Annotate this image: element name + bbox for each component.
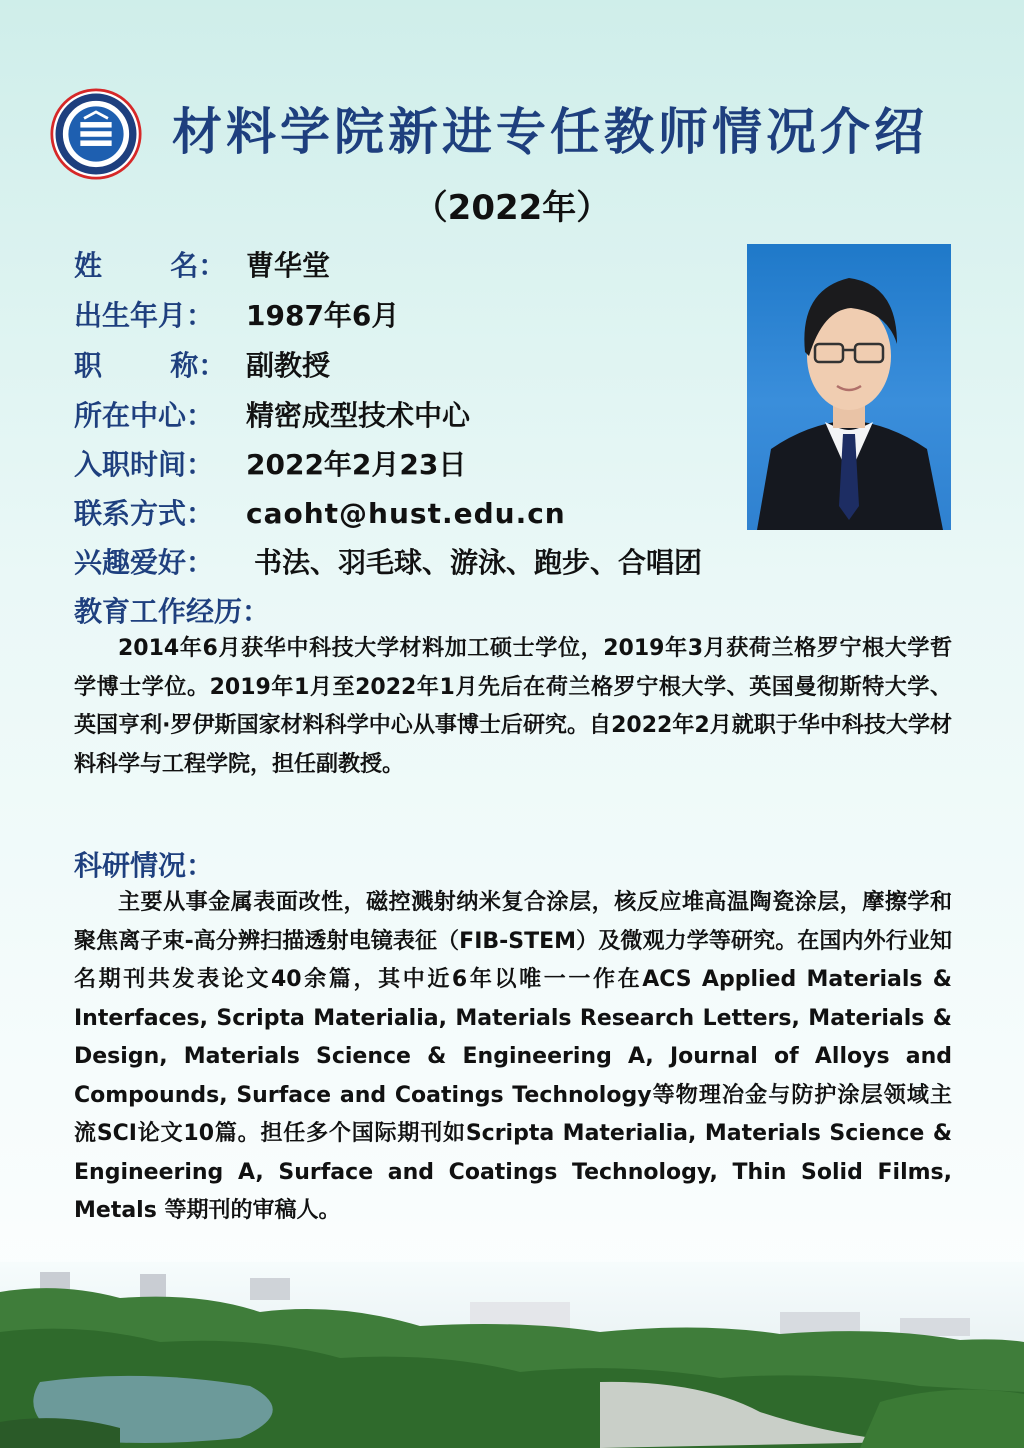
hobby-label: 兴趣爱好： xyxy=(74,546,215,579)
name-label: 姓 名： xyxy=(74,249,227,282)
name-value: 曹华堂 xyxy=(246,249,331,282)
campus-panorama xyxy=(0,1262,1024,1448)
page-title: 材料学院新进专任教师情况介绍 xyxy=(172,103,928,161)
hobby-value: 书法、羽毛球、游泳、跑步、合唱团 xyxy=(254,546,703,579)
join-label: 入职时间： xyxy=(74,448,215,481)
contact-label: 联系方式： xyxy=(74,497,215,530)
center-row xyxy=(74,394,470,434)
title-label: 职 称： xyxy=(74,349,227,382)
research-heading: 科研情况： xyxy=(74,849,215,882)
hobby-row xyxy=(74,541,702,581)
birth-row xyxy=(74,294,399,334)
education-heading: 教育工作经历： xyxy=(74,595,271,628)
portrait-photo xyxy=(747,244,951,530)
research-text: 主要从事金属表面改性，磁控溅射纳米复合涂层，核反应堆高温陶瓷涂层，摩擦学和聚焦离子束-高分辨扫描透射电镜表征（FIB-STEM）及微观力学等研究。在国内外行业知名期刊共发表论文40余篇，其中近6年以唯一一作在ACS Applied Materials & Interfaces, Scripta Materialia, Materials Research Letters, Materials & Design, Materials Science & Engineering A, Journal of Alloys and Compounds, Surface and Coatings Technology等物理冶金与防护涂层领域主流SCI论文10篇。担任多个国际期刊如Scripta Materialia, Materials Science & Engineering A, Surface and Coatings Technology, Thin Solid Films, Metals 等期刊的审稿人。 xyxy=(74,890,952,1223)
center-label: 所在中心： xyxy=(74,399,215,432)
portrait-illustration xyxy=(747,244,951,530)
birth-value: 1987年6月 xyxy=(246,299,400,332)
name-row xyxy=(74,244,330,284)
center-value: 精密成型技术中心 xyxy=(246,399,471,432)
year-subtitle: （2022年） xyxy=(413,188,611,228)
education-text: 2014年6月获华中科技大学材料加工硕士学位，2019年3月获荷兰格罗宁根大学哲学博士学位。2019年1月至2022年1月先后在荷兰格罗宁根大学、英国曼彻斯特大学、英国亨利·罗伊斯国家材料科学中心从事博士后研究。自2022年2月就职于华中科技大学材料科学与工程学院，担任副教授。 xyxy=(74,636,952,777)
join-value: 2022年2月23日 xyxy=(246,448,467,481)
school-logo xyxy=(50,88,142,180)
title-value: 副教授 xyxy=(246,349,331,382)
join-row xyxy=(74,443,466,483)
contact-row xyxy=(74,492,566,532)
contact-value: caoht@hust.edu.cn xyxy=(246,497,566,530)
title-row xyxy=(74,344,330,384)
birth-label: 出生年月： xyxy=(74,299,215,332)
